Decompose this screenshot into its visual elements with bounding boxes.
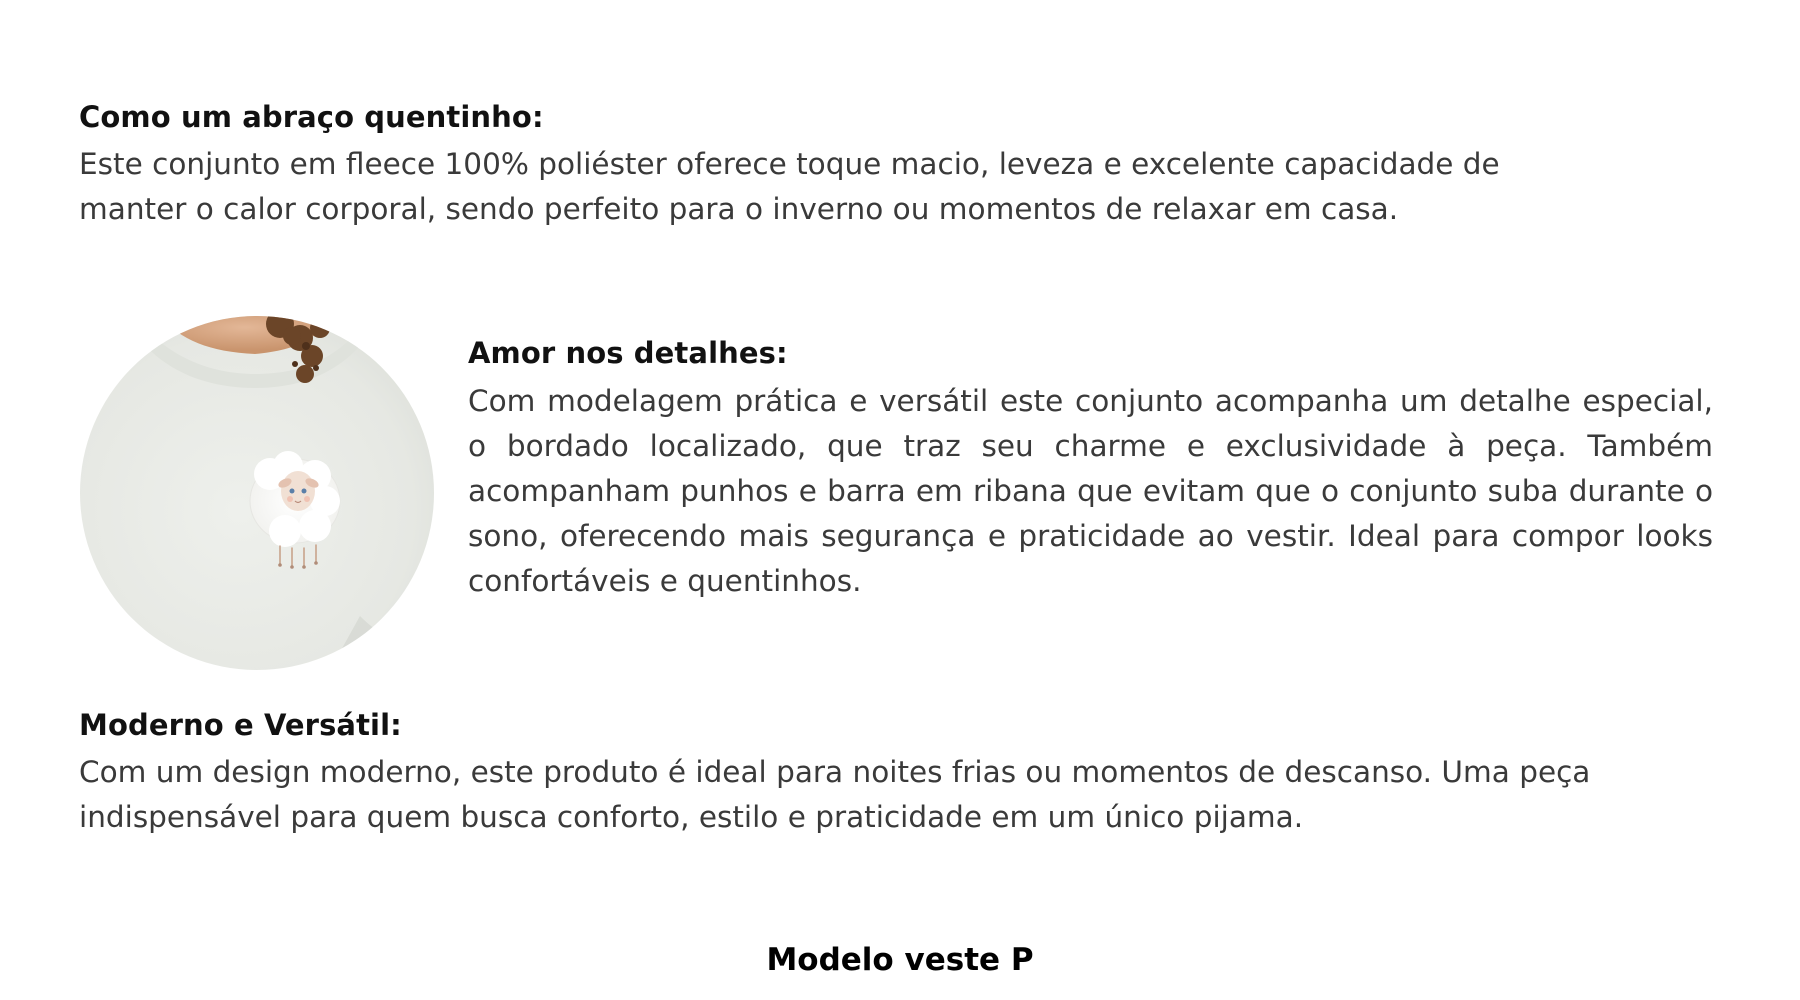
- section-title-modern: Moderno e Versátil:: [79, 708, 402, 742]
- section-title-warm-hug: Como um abraço quentinho:: [79, 100, 544, 134]
- section-text-details: [468, 379, 1713, 604]
- section-title-details: Amor nos detalhes:: [468, 336, 788, 370]
- section-text-modern-content: Com um design moderno, este produto é ideal para noites frias ou momentos de descanso. Uma peça indispensável para quem busca conforto, estilo e praticidade em um único pijama.: [79, 755, 1591, 834]
- section-text-modern: [79, 750, 1719, 840]
- product-detail-photo: [80, 316, 434, 670]
- section-text-warm-hug: [79, 142, 1559, 232]
- model-size-note: Modelo veste P: [766, 942, 1034, 978]
- embroidered-sheep-image: [80, 316, 434, 670]
- section-text-warm-hug-content: Este conjunto em fleece 100% poliéster oferece toque macio, leveza e excelente capacidade de manter o calor corporal, sendo perfeito para o inverno ou momentos de relaxar em casa.: [79, 147, 1500, 226]
- section-text-details-content: Com modelagem prática e versátil este conjunto acompanha um detalhe especial, o bordado localizado, que traz seu charme e exclusividade à peça. Também acompanham punhos e barra em ribana que evitam que o conjunto suba durante o sono, oferecendo mais segurança e praticidade ao vestir. Ideal para compor looks confortáveis e quentinhos.: [468, 384, 1713, 598]
